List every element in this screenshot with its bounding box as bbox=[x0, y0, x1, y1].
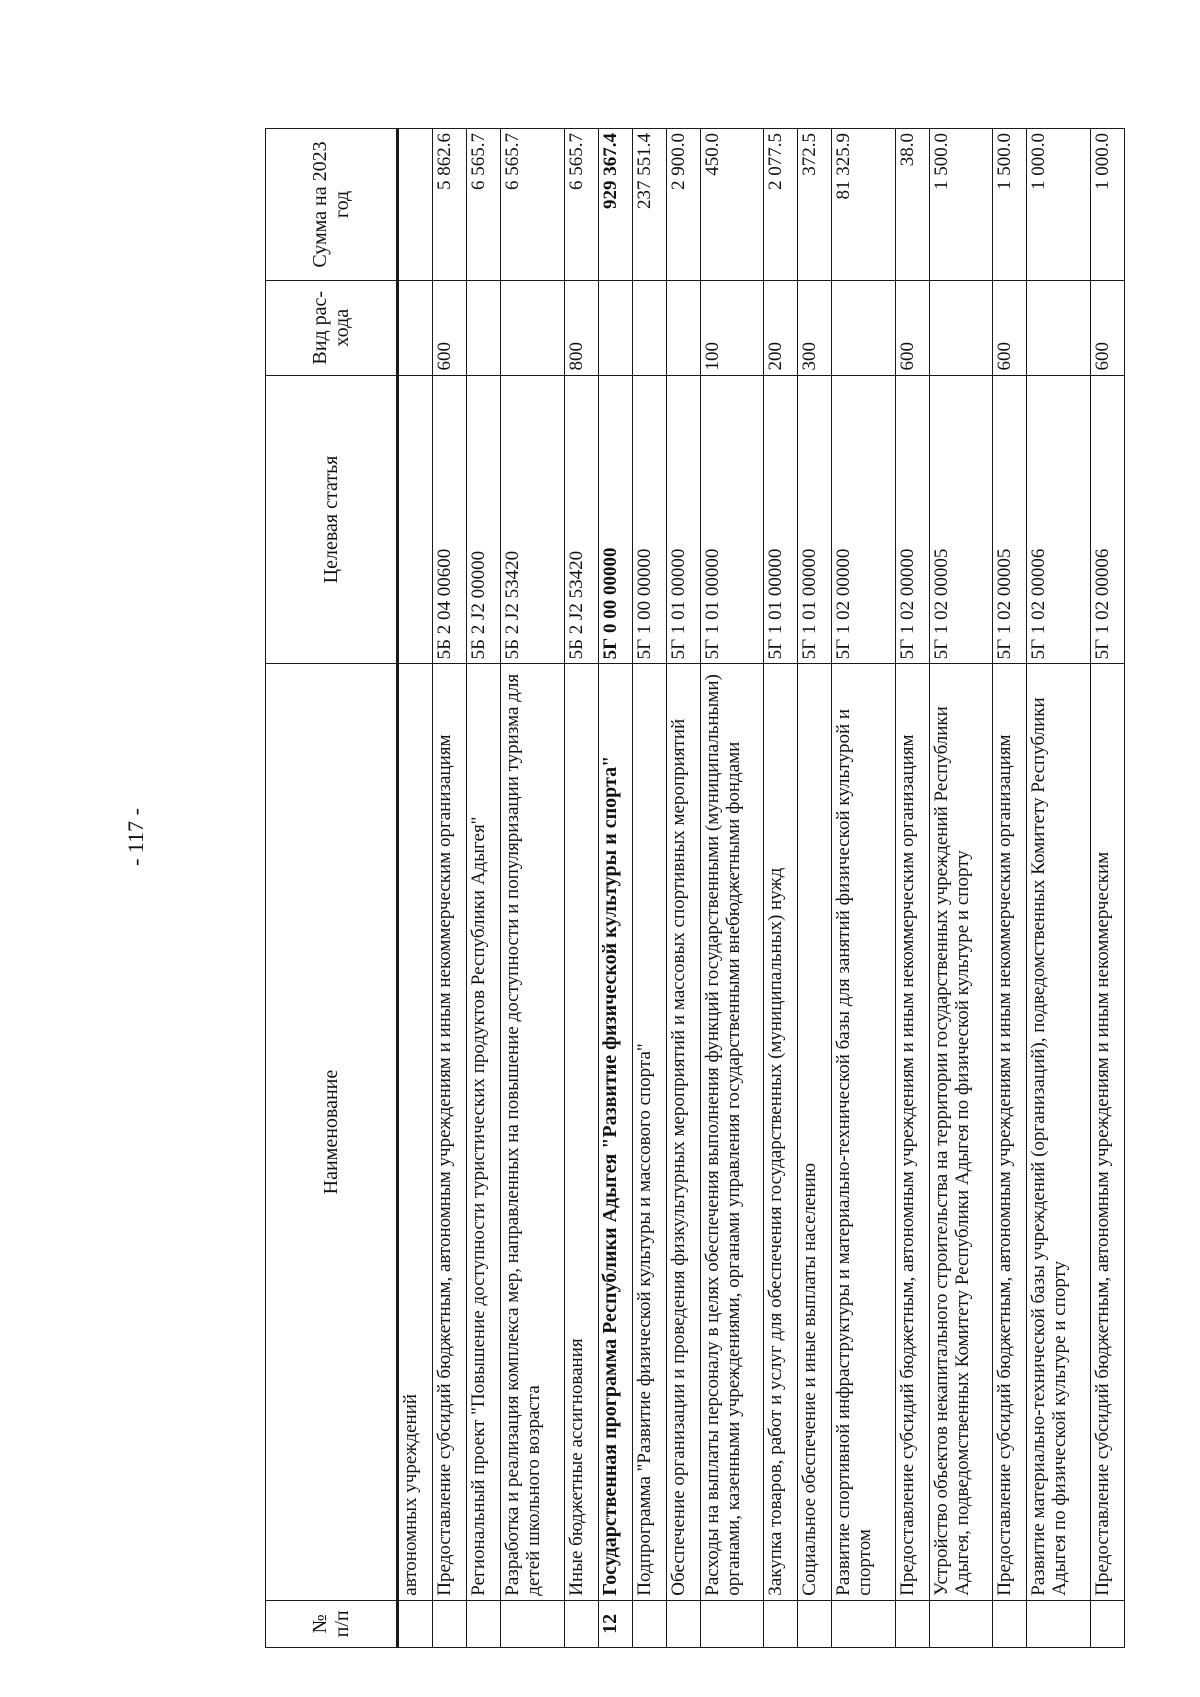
row-type: 600 bbox=[993, 280, 1027, 375]
row-name: Предоставление субсидий бюджетным, автономным учреждениям и иным некоммерческим bbox=[1090, 664, 1124, 1600]
row-amount bbox=[398, 129, 433, 281]
row-amount: 372.5 bbox=[798, 129, 832, 281]
row-num bbox=[564, 1600, 598, 1647]
row-num bbox=[467, 1600, 501, 1647]
table-row bbox=[895, 129, 929, 1648]
row-code bbox=[398, 375, 433, 664]
row-code: 5Г 1 01 00000 bbox=[798, 375, 832, 664]
table-row bbox=[798, 129, 832, 1648]
row-type bbox=[467, 280, 501, 375]
row-code: 5Г 1 00 00000 bbox=[632, 375, 666, 664]
row-code: 5Г 1 01 00000 bbox=[700, 375, 764, 664]
row-name: Социальное обеспечение и иные выплаты населению bbox=[798, 664, 832, 1600]
row-code: 5Б 2 J2 00000 bbox=[467, 375, 501, 664]
row-amount: 929 367.4 bbox=[598, 129, 632, 281]
row-code: 5Г 1 01 00000 bbox=[666, 375, 700, 664]
row-name: Закупка товаров, работ и услуг для обеспечения государственных (муниципальных) нужд bbox=[764, 664, 798, 1600]
row-type: 600 bbox=[1090, 280, 1124, 375]
row-name: автономных учреждений bbox=[398, 664, 433, 1600]
row-amount: 1 000.0 bbox=[1027, 129, 1091, 281]
row-amount: 6 565.7 bbox=[564, 129, 598, 281]
budget-table-container bbox=[265, 128, 1125, 1648]
table-row bbox=[764, 129, 798, 1648]
row-code: 5Г 1 02 00006 bbox=[1027, 375, 1091, 664]
table-row bbox=[929, 129, 993, 1648]
table-row bbox=[700, 129, 764, 1648]
row-type bbox=[598, 280, 632, 375]
row-num bbox=[1027, 1600, 1091, 1647]
header-name: Наименование bbox=[266, 664, 398, 1600]
row-name: Государственная программа Республики Адыгея "Развитие физической культуры и спорта" bbox=[598, 664, 632, 1600]
row-num bbox=[1090, 1600, 1124, 1647]
row-amount: 6 565.7 bbox=[467, 129, 501, 281]
row-amount: 2 077.5 bbox=[764, 129, 798, 281]
row-amount: 1 500.0 bbox=[929, 129, 993, 281]
row-type: 200 bbox=[764, 280, 798, 375]
page-number: - 117 - bbox=[123, 808, 148, 866]
row-name: Обеспечение организации и проведения физкультурных мероприятий и массовых спортивных мероприятий bbox=[666, 664, 700, 1600]
row-amount: 450.0 bbox=[700, 129, 764, 281]
row-type: 100 bbox=[700, 280, 764, 375]
row-num bbox=[700, 1600, 764, 1647]
row-name: Предоставление субсидий бюджетным, автономным учреждениям и иным некоммерческим организациям bbox=[433, 664, 467, 1600]
row-type bbox=[501, 280, 565, 375]
table-row bbox=[632, 129, 666, 1648]
row-num bbox=[501, 1600, 565, 1647]
row-name: Разработка и реализация комплекса мер, направленных на повышение доступности и популяризации туризма для детей школьного возраста bbox=[501, 664, 565, 1600]
row-amount: 1 500.0 bbox=[993, 129, 1027, 281]
row-amount: 6 565.7 bbox=[501, 129, 565, 281]
row-code: 5Г 1 02 00005 bbox=[993, 375, 1027, 664]
row-num bbox=[398, 1600, 433, 1647]
row-type: 300 bbox=[798, 280, 832, 375]
row-code: 5Б 2 04 00600 bbox=[433, 375, 467, 664]
row-name: Устройство объектов некапитального строительства на территории государственных учреждений Республики Адыгея, подведомственных Комитету Республики Адыгея по физической культуре и спорту bbox=[929, 664, 993, 1600]
row-name: Иные бюджетные ассигнования bbox=[564, 664, 598, 1600]
table-row bbox=[564, 129, 598, 1648]
row-type bbox=[632, 280, 666, 375]
row-num bbox=[993, 1600, 1027, 1647]
row-code: 5Г 1 02 00006 bbox=[1090, 375, 1124, 664]
row-num: 12 bbox=[598, 1600, 632, 1647]
table-row bbox=[666, 129, 700, 1648]
table-row bbox=[433, 129, 467, 1648]
row-type bbox=[1027, 280, 1091, 375]
table-row bbox=[993, 129, 1027, 1648]
row-type bbox=[832, 280, 896, 375]
row-amount: 38.0 bbox=[895, 129, 929, 281]
row-type: 600 bbox=[433, 280, 467, 375]
row-num bbox=[895, 1600, 929, 1647]
table-row bbox=[598, 129, 632, 1648]
table-row bbox=[1027, 129, 1091, 1648]
row-amount: 81 325.9 bbox=[832, 129, 896, 281]
row-num bbox=[832, 1600, 896, 1647]
row-amount: 237 551.4 bbox=[632, 129, 666, 281]
table-row bbox=[832, 129, 896, 1648]
table-row bbox=[1090, 129, 1124, 1648]
row-num bbox=[666, 1600, 700, 1647]
row-code: 5Б 2 J2 53420 bbox=[564, 375, 598, 664]
header-code: Целевая статья bbox=[266, 375, 398, 664]
table-body bbox=[398, 129, 1125, 1648]
table-row bbox=[467, 129, 501, 1648]
row-type bbox=[398, 280, 433, 375]
row-code: 5Б 2 J2 53420 bbox=[501, 375, 565, 664]
row-type: 800 bbox=[564, 280, 598, 375]
row-num bbox=[433, 1600, 467, 1647]
row-num bbox=[632, 1600, 666, 1647]
row-type bbox=[666, 280, 700, 375]
row-code: 5Г 0 00 00000 bbox=[598, 375, 632, 664]
row-num bbox=[798, 1600, 832, 1647]
row-type bbox=[929, 280, 993, 375]
row-name: Развитие спортивной инфраструктуры и материально-технической базы для занятий физической культурой и спортом bbox=[832, 664, 896, 1600]
row-num bbox=[764, 1600, 798, 1647]
budget-table bbox=[265, 128, 1125, 1648]
row-name: Расходы на выплаты персоналу в целях обеспечения выполнения функций государственными (муниципальными) органами, казенными учреждениями, органами управления государственными внебюджетными фондами bbox=[700, 664, 764, 1600]
row-name: Подпрограмма "Развитие физической культуры и массового спорта" bbox=[632, 664, 666, 1600]
row-name: Предоставление субсидий бюджетным, автономным учреждениям и иным некоммерческим организациям bbox=[895, 664, 929, 1600]
row-code: 5Г 1 02 00000 bbox=[832, 375, 896, 664]
header-amount: Сумма на 2023 год bbox=[266, 129, 398, 281]
row-type: 600 bbox=[895, 280, 929, 375]
table-row bbox=[398, 129, 433, 1648]
header-type: Вид рас-хода bbox=[266, 280, 398, 375]
row-amount: 1 000.0 bbox=[1090, 129, 1124, 281]
row-code: 5Г 1 02 00000 bbox=[895, 375, 929, 664]
row-amount: 2 900.0 bbox=[666, 129, 700, 281]
row-amount: 5 862.6 bbox=[433, 129, 467, 281]
row-name: Развитие материально-технической базы учреждений (организаций), подведомственных Комитету Республики Адыгея по физической культуре и спорту bbox=[1027, 664, 1091, 1600]
row-name: Региональный проект "Повышение доступности туристических продуктов Республики Адыгея" bbox=[467, 664, 501, 1600]
row-code: 5Г 1 01 00000 bbox=[764, 375, 798, 664]
table-header-row bbox=[266, 129, 398, 1648]
row-code: 5Г 1 02 00005 bbox=[929, 375, 993, 664]
table-row bbox=[501, 129, 565, 1648]
row-num bbox=[929, 1600, 993, 1647]
header-num: № п/п bbox=[266, 1600, 398, 1647]
row-name: Предоставление субсидий бюджетным, автономным учреждениям и иным некоммерческим организациям bbox=[993, 664, 1027, 1600]
